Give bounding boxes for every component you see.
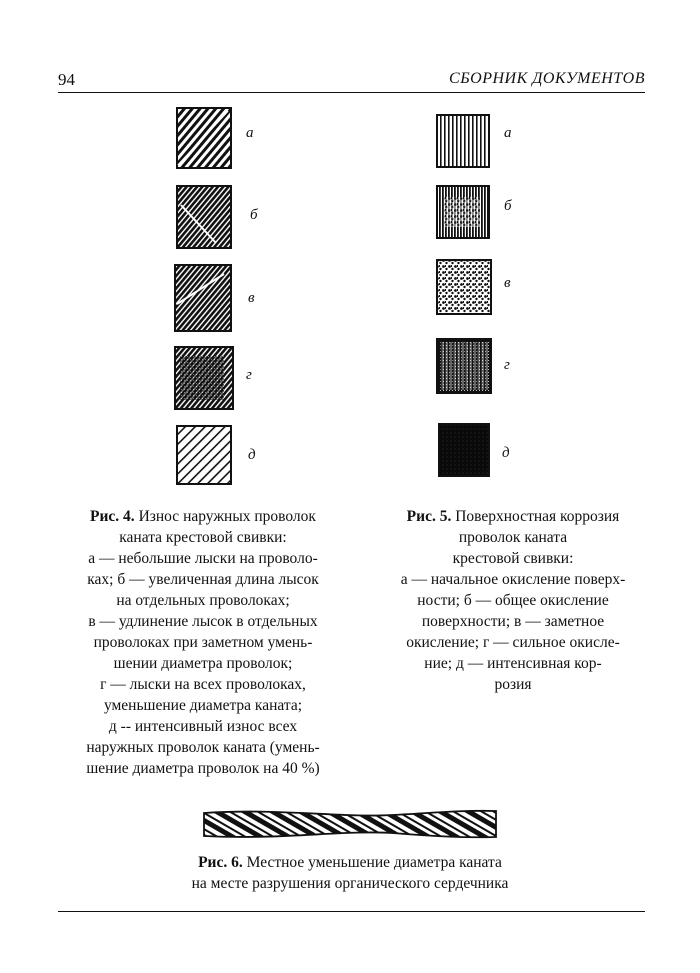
fig5-letter-g: г [504, 357, 510, 373]
fig5-caption [368, 506, 658, 695]
fig4-sample-b [176, 185, 232, 249]
fig5-sample-v [436, 259, 492, 315]
fig5-letter-a: а [504, 125, 512, 141]
fig4-caption-line-7: шении диаметра проволок; [113, 655, 293, 672]
fig4-sample-d [176, 425, 232, 485]
fig5-letter-v: в [504, 275, 511, 291]
fig4-caption-line-11: наружных проволок каната (умень- [86, 739, 320, 756]
fig5-sample-g [436, 338, 492, 394]
fig6-caption [100, 852, 600, 894]
fig6-caption-label: Рис. 6. [198, 854, 243, 871]
fig5-caption-line-7: ние; д — интенсивная кор- [424, 655, 602, 672]
page-number: 94 [58, 70, 75, 89]
fig4-caption-line-12: шение диаметра проволок на 40 %) [86, 760, 320, 777]
fig5-caption-line-0: Поверхностная коррозия [451, 508, 620, 525]
fig6-caption-line-1: на месте разрушения органического сердечника [191, 875, 509, 892]
fig5-sample-a [436, 114, 490, 168]
fig5-caption-line-5: поверхности; в — заметное [421, 613, 605, 630]
fig4-caption-line-8: г — лыски на всех проволоках, [100, 676, 306, 693]
fig5-caption-label: Рис. 5. [406, 508, 452, 525]
fig4-letter-d: д [248, 447, 256, 463]
fig4-caption [50, 506, 356, 779]
fig4-caption-line-6: проволоках при заметном умень- [93, 634, 313, 651]
fig5-letter-d: д [502, 445, 510, 461]
fig4-caption-line-0: Износ наружных проволок [134, 508, 316, 525]
fig5-caption-line-8: розия [494, 676, 532, 693]
fig5-caption-line-1: проволок каната [458, 529, 568, 546]
fig4-caption-line-3: ках; б — увеличенная длина лысок [87, 571, 319, 588]
figure-6-rope [202, 806, 498, 842]
fig4-caption-line-1: каната крестовой свивки: [119, 529, 287, 546]
fig4-letter-v: в [248, 290, 255, 306]
page-header [58, 70, 645, 93]
fig5-letter-b: б [504, 198, 512, 214]
fig5-caption-line-4: ности; б — общее окисление [417, 592, 609, 609]
fig4-caption-line-2: а — небольшие лыски на проволо- [88, 550, 318, 567]
fig6-caption-line-0: Местное уменьшение диаметра каната [242, 854, 502, 871]
fig4-letter-b: б [250, 207, 258, 223]
fig4-caption-line-5: в — удлинение лысок в отдельных [88, 613, 318, 630]
fig4-caption-line-4: на отдельных проволоках; [116, 592, 290, 609]
bottom-rule [58, 911, 645, 912]
fig5-sample-d [438, 423, 490, 477]
fig4-sample-v [174, 264, 232, 332]
fig4-caption-line-10: д -- интенсивный износ всех [108, 718, 298, 735]
fig4-letter-g: г [246, 367, 252, 383]
fig4-letter-a: а [246, 125, 254, 141]
fig5-caption-line-2: крестовой свивки: [452, 550, 574, 567]
fig5-caption-line-6: окисление; г — сильное окисле- [406, 634, 620, 651]
fig4-caption-label: Рис. 4. [90, 508, 135, 525]
fig5-sample-b [436, 185, 490, 239]
fig5-caption-line-3: а — начальное окисление поверх- [400, 571, 626, 588]
fig4-sample-g [174, 346, 234, 410]
fig4-caption-line-9: уменьшение диаметра каната; [103, 697, 303, 714]
running-title: СБОРНИК ДОКУМЕНТОВ [449, 70, 645, 87]
fig4-sample-a [176, 107, 232, 169]
